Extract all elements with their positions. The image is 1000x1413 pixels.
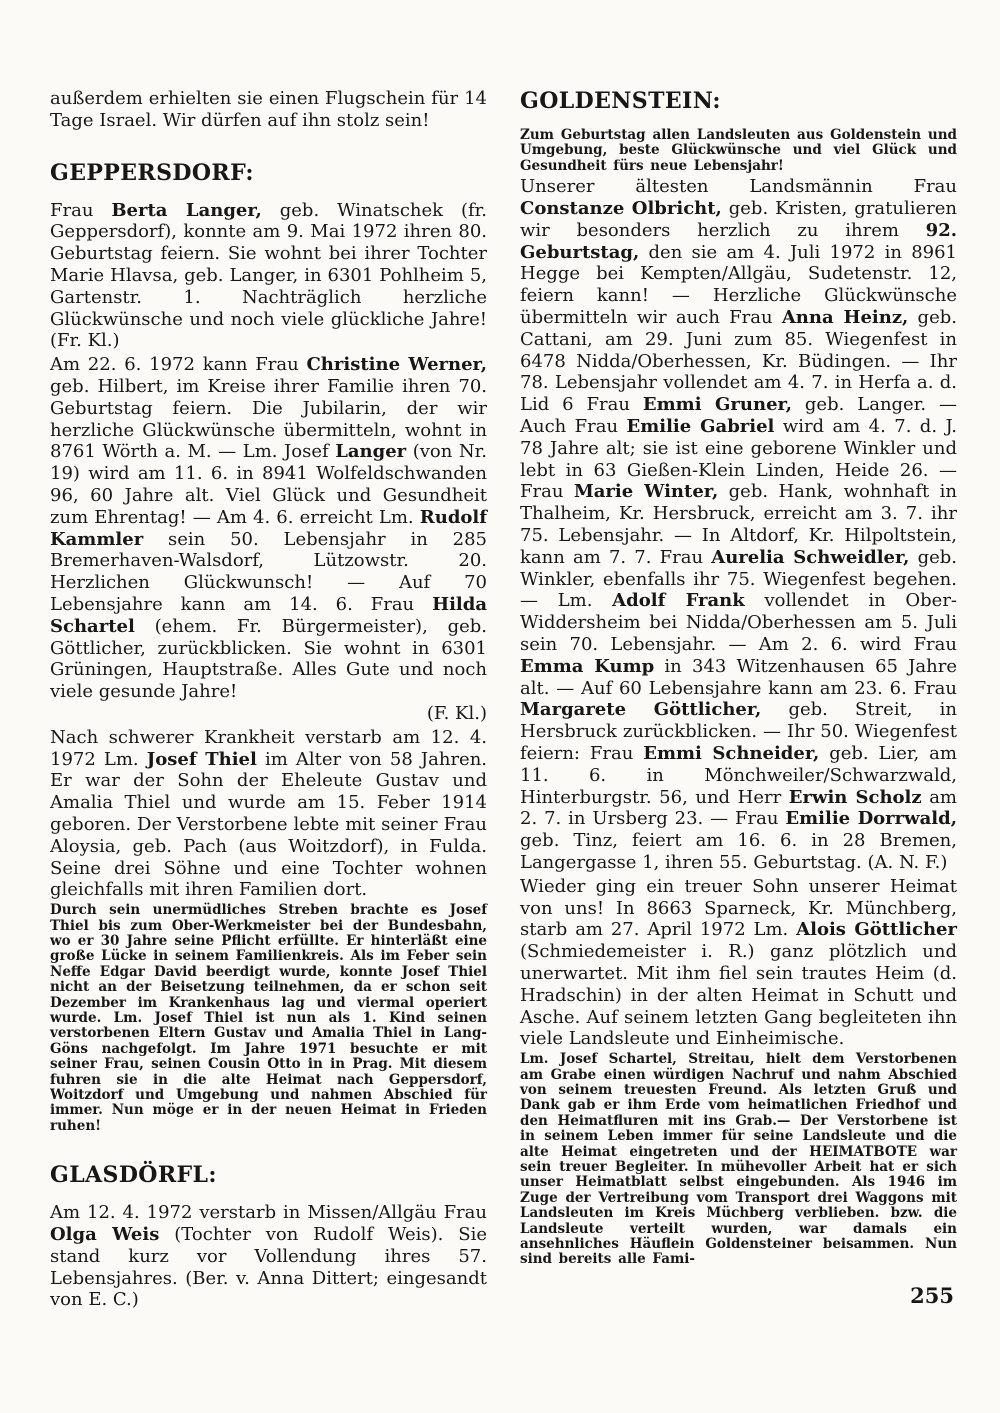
- text-run: Lm. Josef Schartel, Streitau, hielt dem Verstorbenen am Grabe einen würdigen Nachruf und nahm Abschied von seinem treuesten Freund. Als letzten Gruß und Dank gab er ihm Erde vom heimatlichen Friedhof und den Heimatfluren mit ins Grab.— Der Verstorbene ist in seinem Leben immer für seine Landsleute und die alte Heimat eingetreten und der HEIMATBOTE war sein treuer Begleiter. In mühevoller Arbeit hat er sich unser Heimatblatt selbst eingebunden. Als 1946 im Zuge der Vertreibung vom Transport drei Waggons mit Landsleuten im Kreis Müchberg verblieben. bzw. die Landsleute verteilt wurden, war damals ein ansehnliches Häuflein Goldensteiner beisammen. Nun sind bereits alle Fami-: [520, 1051, 957, 1268]
- body-paragraph: [520, 876, 957, 1050]
- text-run: wird am 4. 7. d. J. 78 Jahre alt; sie ist eine geborene Winkler und lebt in 63 Gießen-Klein Linden, Heide 26. — Frau: [520, 415, 957, 503]
- text-run: geb. Winatschek (fr. Geppersdorf), konnte am 9. Mai 1972 ihren 80. Geburtstag feiern. Sie wohnt bei ihrer Tochter Marie Hlavsa, geb. Langer, in 6301 Pohlheim 5, Gartenstr. 1. Nachträglich herzliche Glückwünsche und noch viele glückliche Jahre! (Fr. Kl.): [50, 199, 488, 352]
- text-run: Unserer ältesten Landsmännin Frau: [520, 176, 957, 198]
- bold-name: Aurelia Schweidler,: [711, 546, 910, 568]
- text-run: vollendet in Ober-Widdersheim bei Nidda/Oberhessen am 5. Juli sein 70. Lebensjahr. — Am 2. 6. wird Frau: [520, 590, 958, 655]
- fine-print-paragraph: [520, 128, 957, 174]
- text-run: Frau: [50, 199, 112, 221]
- text-run: (Schmiedemeister i. R.) ganz plötzlich und unerwartet. Mit ihm fiel sein trautes Heim (d. Hradschin) in der alten Heimat in Schutt und Asche. Auf seinem letzten Gang begleiteten ihn viele Landsleute und Einheimische.: [520, 941, 957, 1050]
- bold-name: Erwin Scholz: [788, 786, 922, 808]
- text-run: Durch sein unermüdliches Streben brachte es Josef Thiel bis zum Ober-Werkmeister bei der Bundesbahn, wo er 30 Jahre seine Pflicht erfüllte. Er hinterläßt eine große Lücke in seinem Familienkreis. Als im Feber sein Neffe Edgar David beerdigt wurde, konnte Josef Thiel nicht an der Beisetzung teilnehmen, da er schon seit Dezember im Krankenhaus lag und viermal operiert wurde. Lm. Josef Thiel ist nun als 1. Kind seinen verstorbenen Eltern Gustav und Amalia Thiel in Lang-Göns nachgefolgt. Im Jahre 1971 besuchte er mit seiner Frau, seinen Cousin Otto in in Prag. Mit diesem fuhren sie in die alte Heimat nach Geppersdorf, Woitzdorf und Umgebung und nahmen Abschied für immer. Nun möge er in der neuen Heimat in Frieden ruhen!: [50, 902, 487, 1134]
- left-column: [50, 88, 487, 1313]
- body-paragraph: [50, 88, 487, 132]
- bold-name: Emma Kump: [520, 655, 655, 677]
- text-run: am 2. 7. in Ursberg 23. — Frau: [520, 786, 957, 830]
- attribution-right: (F. Kl.): [426, 702, 487, 724]
- fine-print-paragraph: [520, 1052, 957, 1268]
- bold-name: Hilda Schartel: [50, 593, 487, 637]
- text-run: geb. Kristen, gratulieren wir besonders herzlich zu ihrem: [520, 198, 957, 241]
- text-run: geb. Langer. — Auch Frau: [520, 394, 957, 437]
- fine-print-paragraph: [50, 903, 487, 1134]
- text-run: geb. Hank, wohnhaft in Thalheim, Kr. Hersbruck, erreicht am 3. 7. ihr 75. Lebensjahr. — In Altdorf, Kr. Hilpoltstein, kann am 7. 7. Frau: [520, 481, 957, 568]
- section-heading: GEPPERSDORF:: [50, 159, 254, 186]
- bold-name: Margarete Göttlicher,: [520, 699, 762, 721]
- bold-name: 92. Geburtstag,: [520, 219, 957, 263]
- body-paragraph: [520, 176, 957, 874]
- text-run: in 343 Witzenhausen 65 Jahre alt. — Auf 60 Lebensjahre kann am 23. 6. Frau: [520, 655, 957, 699]
- text-run: außerdem erhielten sie einen Flugschein für 14 Tage Israel. Wir dürfen auf ihn stolz sein!: [50, 88, 487, 131]
- bold-name: Christine Werner,: [306, 354, 487, 376]
- text-run: Nach schwerer Krankheit verstarb am 12. 4. 1972 Lm.: [50, 726, 487, 770]
- bold-name: Olga Weis: [50, 1223, 160, 1245]
- text-run: (Tochter von Rudolf Weis). Sie stand kurz vor Vollendung ihres 57. Lebensjahres. (Ber. v. Anna Dittert; eingesandt von E. C.): [50, 1223, 487, 1311]
- text-run: Zum Geburtstag allen Landsleuten aus Goldenstein und Umgebung, beste Glückwünsche und viel Glück und Gesundheit fürs neue Lebensjahr!: [520, 127, 957, 174]
- body-paragraph: [50, 200, 487, 353]
- text-run: Wieder ging ein treuer Sohn unserer Heimat von uns! In 8663 Sparneck, Kr. Münchberg, starb am 27. April 1972 Lm.: [520, 875, 957, 941]
- bold-name: Josef Thiel: [146, 748, 257, 770]
- bold-name: Berta Langer,: [111, 199, 262, 221]
- text-run: geb. Cattani, am 29. Juni zum 85. Wiegenfest in 6478 Nidda/Oberhessen, Kr. Büdingen. — Ihr 78. Lebensjahr vollendet am 4. 7. in Herfa a. d. Lid 6 Frau: [520, 307, 957, 416]
- section-heading: GLASDÖRFL:: [50, 1162, 217, 1189]
- text-run: den sie am 4. Juli 1972 in 8961 Hegge bei Kempten/Allgäu, Sudetenstr. 12, feiern kann! — Herzliche Glückwünsche übermitteln wir auch Frau: [520, 241, 957, 328]
- section-heading: GOLDENSTEIN:: [520, 88, 721, 114]
- text-run: (von Nr. 19) wird am 11. 6. in 8941 Wolfeldschwanden 96, 60 Jahre alt. Viel Glück und Gesundheit zum Ehrentag! — Am 4. 6. erreicht Lm.: [50, 441, 487, 528]
- body-paragraph: [50, 1202, 487, 1311]
- text-run: geb. Hilbert, im Kreise ihrer Familie ihren 70. Geburtstag feiern. Die Jubilarin, der wir herzliche Glückwünsche übermitteln, wohnt in 8761 Wörth a. M. — Lm. Josef: [50, 375, 487, 463]
- bold-name: Adolf Frank: [612, 590, 745, 612]
- bold-name: Emmi Gruner,: [642, 394, 792, 416]
- bold-name: Marie Winter,: [573, 481, 719, 503]
- bold-name: Langer: [335, 441, 407, 463]
- text-run: sein 50. Lebensjahr in 285 Bremerhaven-Walsdorf, Lützowstr. 20. Herzlichen Glückwunsch! — Auf 70 Lebensjahre kann am 14. 6. Frau: [50, 528, 487, 615]
- text-run: geb. Tinz, feiert am 16. 6. in 28 Bremen, Langergasse 1, ihren 55. Geburtstag. (A. N. F.): [520, 830, 957, 873]
- bold-name: Alois Göttlicher: [796, 919, 957, 941]
- text-run: im Alter von 58 Jahren. Er war der Sohn der Eheleute Gustav und Amalia Thiel und wurde am 15. Feber 1914 geboren. Der Verstorbene lebte mit seiner Frau Aloysia, geb. Pach (aus Woitzdorf), in Fulda. Seine drei Söhne und eine Tochter wohnen gleichfalls mit ihren Familien dort.: [50, 748, 488, 901]
- text-run: geb. Lier, am 11. 6. in Mönchweiler/Schwarzwald, Hinterburgstr. 56, und Herr: [520, 742, 957, 808]
- bold-name: Rudolf Kammler: [50, 506, 487, 550]
- text-run: geb. Streit, in Hersbruck zurückblicken. — Ihr 50. Wiegenfest feiern: Frau: [520, 699, 958, 764]
- text-run: Am 22. 6. 1972 kann Frau: [50, 354, 307, 376]
- page-number: 255: [910, 1283, 954, 1308]
- body-paragraph: [50, 727, 487, 901]
- text-run: (ehem. Fr. Bürgermeister), geb. Göttlicher, zurückblicken. Sie wohnt in 6301 Grüningen, Hauptstraße. Alles Gute und noch viele gesunde Jahre!: [50, 615, 487, 703]
- text-run: Am 12. 4. 1972 verstarb in Missen/Allgäu Frau: [50, 1202, 487, 1224]
- bold-name: Anna Heinz,: [781, 307, 909, 328]
- bold-name: Emilie Gabriel: [626, 415, 775, 437]
- bold-name: Constanze Olbricht,: [520, 198, 722, 220]
- body-paragraph: [50, 354, 487, 725]
- bold-name: Emmi Schneider,: [643, 742, 820, 764]
- text-run: geb. Winkler, ebenfalls ihr 75. Wiegenfest begehen. — Lm.: [520, 546, 958, 612]
- right-column: [520, 88, 957, 1313]
- bold-name: Emilie Dorrwald,: [785, 808, 958, 830]
